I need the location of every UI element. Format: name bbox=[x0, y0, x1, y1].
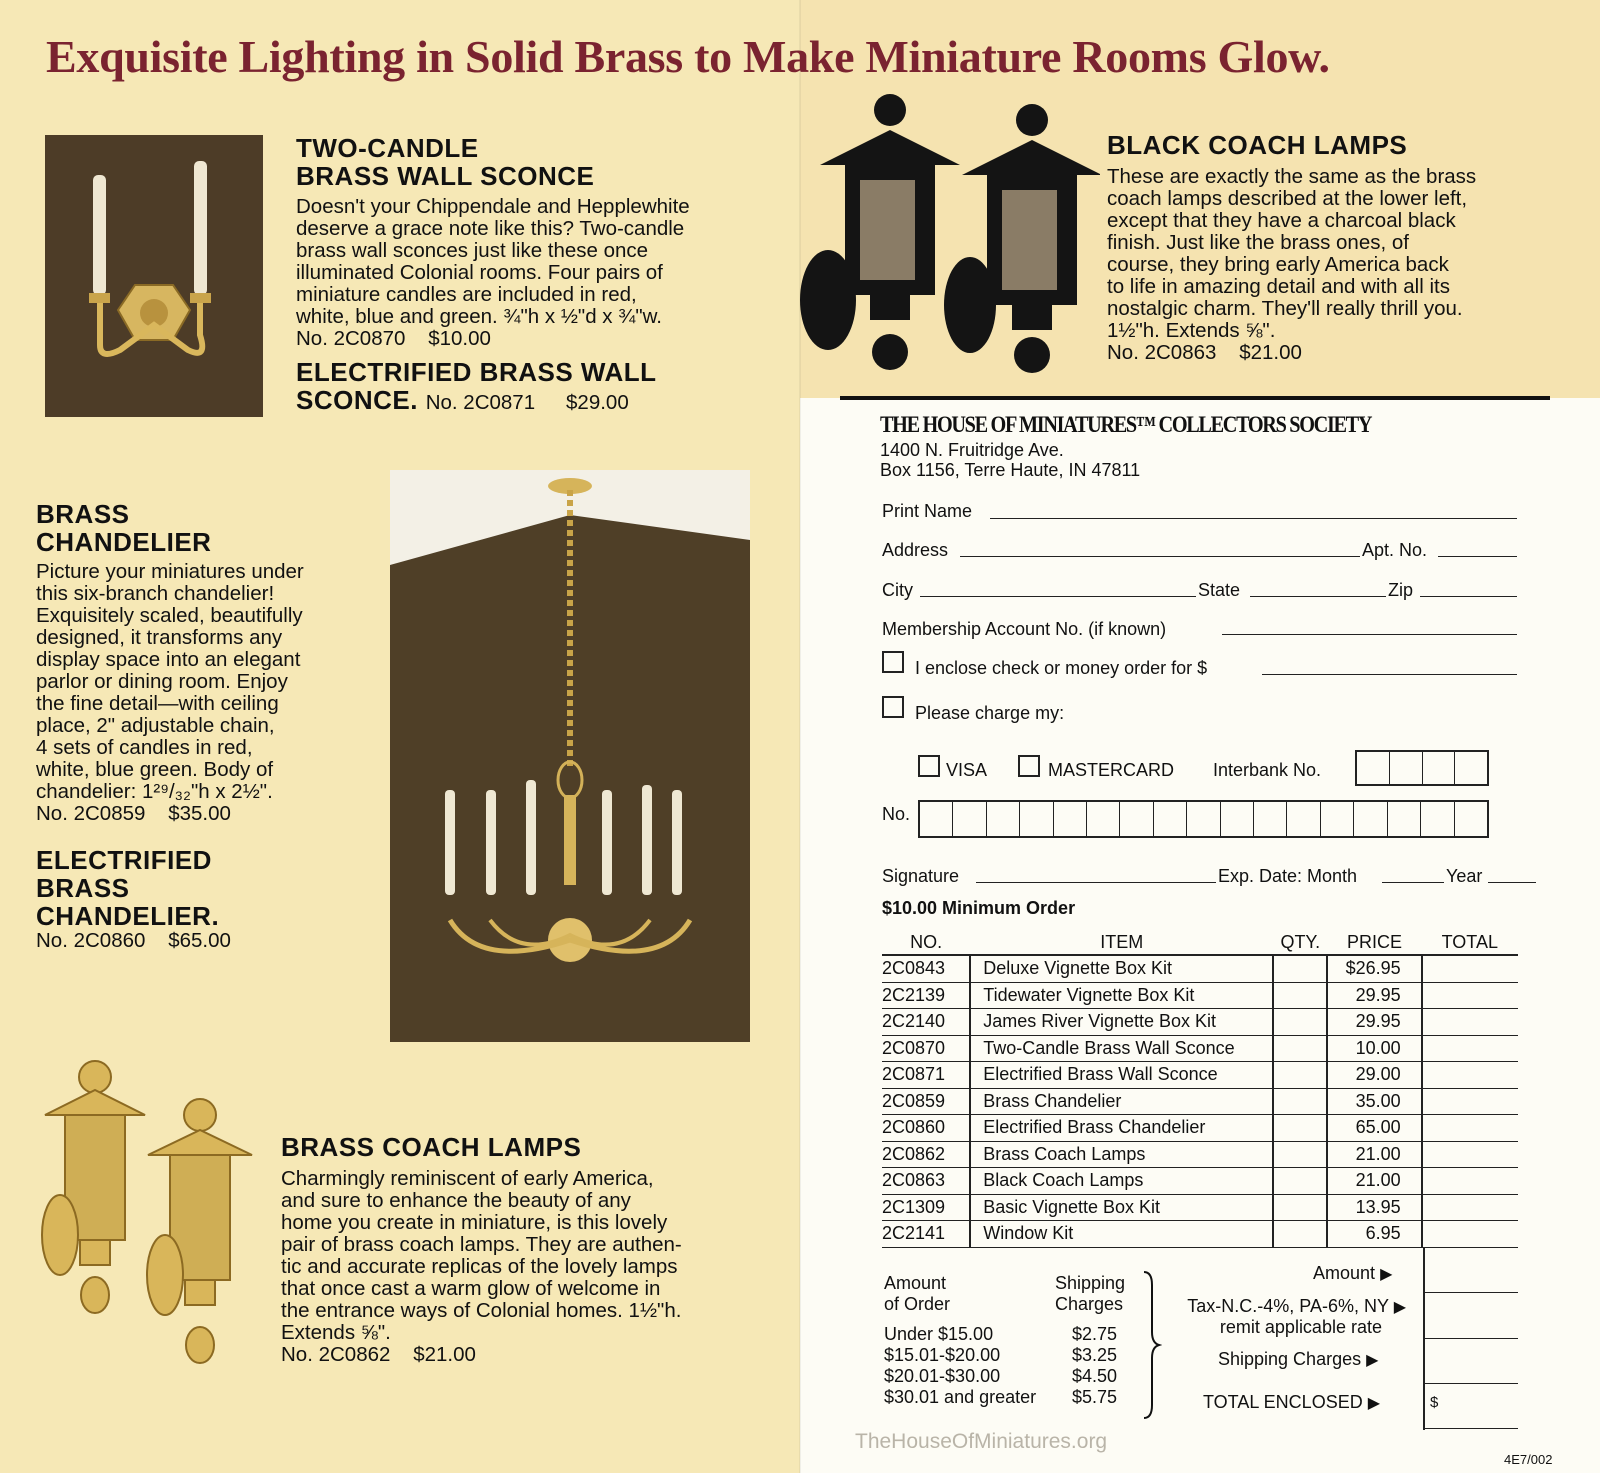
row-item: Basic Vignette Box Kit bbox=[970, 1194, 1273, 1221]
brass-coach-number: No. 2C0862 bbox=[281, 1343, 391, 1366]
shipping-total-field[interactable] bbox=[1425, 1383, 1518, 1384]
shipping-range: $30.01 and greater bbox=[884, 1387, 1037, 1407]
signature-field[interactable] bbox=[976, 882, 1216, 883]
shipping-amount-header-line: Amount bbox=[884, 1273, 947, 1293]
brass-coach-body-line: Charmingly reminiscent of early America, bbox=[281, 1167, 654, 1190]
shipping-amount-header bbox=[884, 1273, 950, 1315]
row-total[interactable] bbox=[1422, 1115, 1518, 1142]
sconce-body-line: brass wall sconces just like these once bbox=[296, 239, 649, 262]
row-price: 6.95 bbox=[1327, 1221, 1421, 1248]
brass-coach-lamps-photo bbox=[40, 1055, 270, 1375]
interbank-label: Interbank No. bbox=[1213, 760, 1322, 780]
row-item: Tidewater Vignette Box Kit bbox=[970, 982, 1273, 1009]
card-digit-box[interactable] bbox=[1020, 802, 1053, 836]
headline: Exquisite Lighting in Solid Brass to Make Miniature Rooms Glow. bbox=[46, 31, 1330, 82]
mastercard-checkbox[interactable] bbox=[1018, 755, 1040, 777]
row-number: 2C0859 bbox=[882, 1088, 970, 1115]
sconce-title bbox=[296, 134, 594, 190]
order-table bbox=[882, 930, 1518, 1248]
electrified-chandelier-title-line1: ELECTRIFIED bbox=[36, 845, 212, 875]
exp-year-field[interactable] bbox=[1488, 882, 1536, 883]
brass-coach-lamps-illustration bbox=[40, 1055, 270, 1375]
state-field[interactable] bbox=[1250, 596, 1386, 597]
order-table-header bbox=[882, 930, 1518, 955]
exp-month-label: Exp. Date: Month bbox=[1218, 866, 1358, 886]
card-number-label: No. bbox=[882, 804, 911, 824]
row-total[interactable] bbox=[1422, 982, 1518, 1009]
print-name-field[interactable] bbox=[990, 518, 1517, 519]
tax-label-line1: Tax-N.C.-4%, PA-6%, NY bbox=[1187, 1296, 1389, 1316]
table-row bbox=[882, 982, 1518, 1009]
membership-field[interactable] bbox=[1222, 634, 1517, 635]
row-total[interactable] bbox=[1422, 1062, 1518, 1089]
row-qty[interactable] bbox=[1273, 1168, 1327, 1195]
chandelier-body-line: the fine detail—with ceiling bbox=[36, 692, 279, 715]
membership-label: Membership Account No. (if known) bbox=[882, 619, 1167, 639]
electrified-chandelier-title bbox=[36, 846, 219, 930]
city-field[interactable] bbox=[920, 596, 1196, 597]
brass-coach-body-line: pair of brass coach lamps. They are authen- bbox=[281, 1233, 682, 1256]
card-digit-box[interactable] bbox=[1054, 802, 1087, 836]
row-total[interactable] bbox=[1422, 1221, 1518, 1248]
amount-label-text: Amount bbox=[1313, 1263, 1376, 1283]
electrified-sconce-number: No. 2C0871 bbox=[425, 391, 536, 414]
black-coach-title: BLACK COACH LAMPS bbox=[1107, 130, 1408, 160]
exp-month-field[interactable] bbox=[1382, 882, 1444, 883]
total-enclosed-label bbox=[1203, 1392, 1380, 1413]
arrow-right-icon: ▶ bbox=[1367, 1395, 1381, 1412]
card-digit-box[interactable] bbox=[1388, 802, 1421, 836]
card-digit-box[interactable] bbox=[987, 802, 1020, 836]
brass-coach-body-line: and sure to enhance the beauty of any bbox=[281, 1189, 631, 1212]
chandelier-title bbox=[36, 500, 211, 556]
brass-coach-body-line: tic and accurate replicas of the lovely lamps bbox=[281, 1255, 678, 1278]
chandelier-title-line1: BRASS bbox=[36, 499, 130, 529]
electrified-sconce-title bbox=[296, 358, 657, 414]
row-number: 2C0860 bbox=[882, 1115, 970, 1142]
card-digit-box[interactable] bbox=[1321, 802, 1354, 836]
chandelier-number: No. 2C0859 bbox=[36, 802, 146, 825]
zip-field[interactable] bbox=[1420, 596, 1517, 597]
state-label: State bbox=[1198, 580, 1241, 600]
address-field[interactable] bbox=[960, 556, 1360, 557]
electrified-chandelier-number: No. 2C0860 bbox=[36, 929, 146, 952]
row-number: 2C0863 bbox=[882, 1168, 970, 1195]
shipping-brace bbox=[1142, 1270, 1162, 1420]
row-qty[interactable] bbox=[1273, 1221, 1327, 1248]
shipping-charge: $5.75 bbox=[1072, 1387, 1118, 1407]
row-number: 2C0843 bbox=[882, 955, 970, 982]
row-total[interactable] bbox=[1422, 1035, 1518, 1062]
electrified-chandelier-title-line3: CHANDELIER. bbox=[36, 901, 220, 931]
row-number: 2C2139 bbox=[882, 982, 970, 1009]
row-item: Black Coach Lamps bbox=[970, 1168, 1273, 1195]
interbank-digit-box[interactable] bbox=[1423, 752, 1456, 784]
black-coach-body-line: course, they bring early America back bbox=[1107, 253, 1449, 276]
sconce-photo bbox=[45, 135, 263, 417]
row-price: 35.00 bbox=[1327, 1088, 1421, 1115]
interbank-digit-box[interactable] bbox=[1357, 752, 1390, 784]
brass-coach-title: BRASS COACH LAMPS bbox=[281, 1132, 582, 1162]
shipping-charge: $4.50 bbox=[1072, 1366, 1118, 1386]
black-coach-body-line: to life in amazing detail and with all its bbox=[1107, 275, 1450, 298]
shipping-charges-label bbox=[1218, 1349, 1378, 1370]
row-item: Window Kit bbox=[970, 1221, 1273, 1248]
tax-label-line2: remit applicable rate bbox=[1219, 1317, 1382, 1337]
row-qty[interactable] bbox=[1273, 1194, 1327, 1221]
black-coach-body-line: coach lamps described at the lower left, bbox=[1107, 187, 1468, 210]
brass-coach-price: $21.00 bbox=[413, 1343, 476, 1366]
row-item: James River Vignette Box Kit bbox=[970, 1009, 1273, 1036]
zip-label: Zip bbox=[1388, 580, 1414, 600]
arrow-right-icon: ▶ bbox=[1393, 1299, 1406, 1316]
table-row bbox=[882, 1221, 1518, 1248]
table-row bbox=[882, 1088, 1518, 1115]
tax-total-field[interactable] bbox=[1425, 1338, 1518, 1339]
card-digit-box[interactable] bbox=[1087, 802, 1120, 836]
sconce-number: No. 2C0870 bbox=[296, 327, 406, 350]
card-digit-box[interactable] bbox=[1354, 802, 1387, 836]
sconce-body-line: miniature candles are included in red, bbox=[296, 283, 637, 306]
row-qty[interactable] bbox=[1273, 982, 1327, 1009]
electrified-sconce-title-line2: SCONCE. bbox=[296, 385, 418, 415]
row-qty[interactable] bbox=[1273, 1088, 1327, 1115]
interbank-digit-box[interactable] bbox=[1390, 752, 1423, 784]
row-total[interactable] bbox=[1422, 1194, 1518, 1221]
card-digit-box[interactable] bbox=[953, 802, 986, 836]
table-row bbox=[882, 1035, 1518, 1062]
row-qty[interactable] bbox=[1273, 1141, 1327, 1168]
column-header: QTY. bbox=[1273, 930, 1327, 955]
shipping-ranges bbox=[884, 1324, 1036, 1408]
shipping-amount-header-line: of Order bbox=[884, 1294, 951, 1314]
black-coach-body-line: 1½"h. Extends ⅝". bbox=[1107, 319, 1276, 342]
table-row bbox=[882, 1168, 1518, 1195]
charge-label: Please charge my: bbox=[915, 703, 1065, 723]
total-enclosed-field[interactable] bbox=[1425, 1428, 1518, 1429]
electrified-chandelier-price: $65.00 bbox=[168, 929, 231, 952]
society-name: THE HOUSE OF MINIATURES™ COLLECTORS SOCIETY bbox=[880, 412, 1372, 437]
card-digit-box[interactable] bbox=[1187, 802, 1220, 836]
row-item: Electrified Brass Wall Sconce bbox=[970, 1062, 1273, 1089]
sconce-body-line: white, blue and green. ¾"h x ½"d x ¾"w. bbox=[296, 305, 662, 328]
table-row bbox=[882, 1062, 1518, 1089]
visa-checkbox[interactable] bbox=[918, 755, 940, 777]
card-digit-box[interactable] bbox=[920, 802, 953, 836]
society-address-line1: 1400 N. Fruitridge Ave. bbox=[880, 440, 1064, 460]
column-header: ITEM bbox=[970, 930, 1273, 955]
row-number: 2C2141 bbox=[882, 1221, 970, 1248]
sconce-price: $10.00 bbox=[428, 327, 491, 350]
enclose-amount-field[interactable] bbox=[1262, 674, 1517, 675]
exp-year-label: Year bbox=[1446, 866, 1483, 886]
visa-label: VISA bbox=[946, 760, 988, 780]
card-digit-box[interactable] bbox=[1421, 802, 1454, 836]
row-qty[interactable] bbox=[1273, 1009, 1327, 1036]
electrified-sconce-title-line1: ELECTRIFIED BRASS WALL bbox=[296, 357, 657, 387]
chandelier-body-line: display space into an elegant bbox=[36, 648, 301, 671]
table-row bbox=[882, 1141, 1518, 1168]
black-coach-body-line: nostalgic charm. They'll really thrill you. bbox=[1107, 297, 1463, 320]
electrified-chandelier-title-line2: BRASS bbox=[36, 873, 130, 903]
shipping-charges-header bbox=[1055, 1273, 1125, 1315]
tax-label bbox=[1167, 1296, 1406, 1338]
shipping-charges-header-line: Charges bbox=[1055, 1294, 1124, 1314]
apt-field[interactable] bbox=[1438, 556, 1517, 557]
sconce-illustration bbox=[45, 135, 263, 417]
row-total[interactable] bbox=[1422, 1141, 1518, 1168]
row-price: 13.95 bbox=[1327, 1194, 1421, 1221]
electrified-sconce-price: $29.00 bbox=[566, 391, 629, 414]
card-digit-box[interactable] bbox=[1455, 802, 1487, 836]
sconce-body-line: illuminated Colonial rooms. Four pairs of bbox=[296, 261, 663, 284]
row-price: 29.95 bbox=[1327, 1009, 1421, 1036]
row-price: 29.00 bbox=[1327, 1062, 1421, 1089]
totals-column-rule bbox=[1423, 1248, 1425, 1430]
sconce-description bbox=[296, 196, 690, 350]
row-price: 10.00 bbox=[1327, 1035, 1421, 1062]
apt-label: Apt. No. bbox=[1362, 540, 1428, 560]
chandelier-description bbox=[36, 561, 304, 825]
row-qty[interactable] bbox=[1273, 1062, 1327, 1089]
black-coach-price-line bbox=[1107, 342, 1476, 364]
shipping-charges-header-line: Shipping bbox=[1055, 1273, 1126, 1293]
sconce-title-line1: TWO-CANDLE bbox=[296, 133, 479, 163]
signature-label: Signature bbox=[882, 866, 960, 886]
enclose-label: I enclose check or money order for $ bbox=[915, 658, 1208, 678]
arrow-right-icon: ▶ bbox=[1366, 1352, 1379, 1369]
row-number: 2C0862 bbox=[882, 1141, 970, 1168]
shipping-charges-label-text: Shipping Charges bbox=[1218, 1349, 1362, 1369]
shipping-range: $20.01-$30.00 bbox=[884, 1366, 1001, 1386]
row-price: 21.00 bbox=[1327, 1168, 1421, 1195]
row-price: 65.00 bbox=[1327, 1115, 1421, 1142]
chandelier-body-line: designed, it transforms any bbox=[36, 626, 283, 649]
interbank-number-boxes[interactable] bbox=[1355, 750, 1489, 786]
row-item: Two-Candle Brass Wall Sconce bbox=[970, 1035, 1273, 1062]
card-number-boxes[interactable] bbox=[918, 800, 1489, 838]
print-name-label: Print Name bbox=[882, 501, 973, 521]
chandelier-title-line2: CHANDELIER bbox=[36, 527, 212, 557]
row-price: 21.00 bbox=[1327, 1141, 1421, 1168]
form-top-rule bbox=[840, 396, 1550, 400]
brass-coach-body-line: the entrance ways of Colonial homes. 1½"h. bbox=[281, 1299, 682, 1322]
chandelier-body-line: Picture your miniatures under bbox=[36, 560, 304, 583]
table-row bbox=[882, 1194, 1518, 1221]
total-enclosed-label-text: TOTAL ENCLOSED bbox=[1203, 1392, 1363, 1412]
brass-coach-body-line: home you create in miniature, is this lovely bbox=[281, 1211, 668, 1234]
row-item: Electrified Brass Chandelier bbox=[970, 1115, 1273, 1142]
chandelier-body-line: parlor or dining room. Enjoy bbox=[36, 670, 288, 693]
shipping-charge: $2.75 bbox=[1072, 1324, 1118, 1344]
column-header: NO. bbox=[882, 930, 970, 955]
shipping-charges bbox=[1072, 1324, 1117, 1408]
arrow-right-icon: ▶ bbox=[1380, 1266, 1393, 1283]
card-digit-box[interactable] bbox=[1287, 802, 1320, 836]
interbank-digit-box[interactable] bbox=[1455, 752, 1487, 784]
black-coach-number: No. 2C0863 bbox=[1107, 341, 1217, 364]
row-number: 2C0870 bbox=[882, 1035, 970, 1062]
row-qty[interactable] bbox=[1273, 1035, 1327, 1062]
row-qty[interactable] bbox=[1273, 955, 1327, 982]
table-row bbox=[882, 1115, 1518, 1142]
row-item: Brass Chandelier bbox=[970, 1088, 1273, 1115]
chandelier-body-line: 4 sets of candles in red, bbox=[36, 736, 253, 759]
row-number: 2C0871 bbox=[882, 1062, 970, 1089]
row-total[interactable] bbox=[1422, 955, 1518, 982]
card-digit-box[interactable] bbox=[1221, 802, 1254, 836]
row-item: Brass Coach Lamps bbox=[970, 1141, 1273, 1168]
chandelier-body-line: place, 2" adjustable chain, bbox=[36, 714, 275, 737]
watermark: TheHouseOfMiniatures.org bbox=[855, 1430, 1108, 1453]
brass-coach-description bbox=[281, 1168, 682, 1366]
column-header: TOTAL bbox=[1422, 930, 1518, 955]
address-label: Address bbox=[882, 540, 949, 560]
chandelier-body-line: white, blue green. Body of bbox=[36, 758, 274, 781]
row-number: 2C2140 bbox=[882, 1009, 970, 1036]
city-label: City bbox=[882, 580, 913, 600]
row-number: 2C1309 bbox=[882, 1194, 970, 1221]
row-item: Deluxe Vignette Box Kit bbox=[970, 955, 1273, 982]
chandelier-body-line: this six-branch chandelier! bbox=[36, 582, 275, 605]
chandelier-photo bbox=[390, 470, 750, 1042]
sconce-title-line2: BRASS WALL SCONCE bbox=[296, 161, 595, 191]
table-row bbox=[882, 1009, 1518, 1036]
amount-label bbox=[1313, 1263, 1392, 1284]
row-total[interactable] bbox=[1422, 1009, 1518, 1036]
sconce-price-line bbox=[296, 328, 690, 350]
column-header: PRICE bbox=[1327, 930, 1421, 955]
black-coach-body-line: These are exactly the same as the brass bbox=[1107, 165, 1477, 188]
total-dollar-sign: $ bbox=[1430, 1394, 1439, 1411]
table-row bbox=[882, 955, 1518, 982]
black-coach-description bbox=[1107, 166, 1476, 364]
shipping-range: Under $15.00 bbox=[884, 1324, 994, 1344]
black-coach-price: $21.00 bbox=[1239, 341, 1302, 364]
black-coach-body-line: finish. Just like the brass ones, of bbox=[1107, 231, 1409, 254]
black-coach-lamps-illustration bbox=[800, 90, 1100, 380]
brass-coach-price-line bbox=[281, 1344, 682, 1366]
row-total[interactable] bbox=[1422, 1088, 1518, 1115]
black-coach-lamps-photo bbox=[800, 90, 1100, 380]
electrified-sconce-line2 bbox=[296, 386, 657, 414]
mastercard-label: MASTERCARD bbox=[1048, 760, 1175, 780]
card-digit-box[interactable] bbox=[1154, 802, 1187, 836]
sconce-body-line: deserve a grace note like this? Two-candle bbox=[296, 217, 685, 240]
electrified-chandelier-price-line bbox=[36, 930, 231, 952]
shipping-charge: $3.25 bbox=[1072, 1345, 1118, 1365]
row-total[interactable] bbox=[1422, 1168, 1518, 1195]
chandelier-price: $35.00 bbox=[168, 802, 231, 825]
charge-checkbox[interactable] bbox=[882, 696, 904, 718]
chandelier-body-line: Exquisitely scaled, beautifully bbox=[36, 604, 303, 627]
card-digit-box[interactable] bbox=[1254, 802, 1287, 836]
black-coach-body-line: except that they have a charcoal black bbox=[1107, 209, 1456, 232]
amount-total-field[interactable] bbox=[1425, 1292, 1518, 1293]
catalog-code: 4E7/002 bbox=[1504, 1452, 1553, 1467]
sconce-body-line: Doesn't your Chippendale and Hepplewhite bbox=[296, 195, 690, 218]
row-price: 29.95 bbox=[1327, 982, 1421, 1009]
shipping-range: $15.01-$20.00 bbox=[884, 1345, 1001, 1365]
row-qty[interactable] bbox=[1273, 1115, 1327, 1142]
card-digit-box[interactable] bbox=[1120, 802, 1153, 836]
chandelier-price-line bbox=[36, 803, 304, 825]
row-price: $26.95 bbox=[1327, 955, 1421, 982]
enclose-checkbox[interactable] bbox=[882, 651, 904, 673]
brass-coach-body-line: that once cast a warm glow of welcome in bbox=[281, 1277, 661, 1300]
chandelier-illustration bbox=[390, 470, 750, 1042]
society-address-line2: Box 1156, Terre Haute, IN 47811 bbox=[880, 460, 1141, 480]
chandelier-body-line: chandelier: 1²⁹/₃₂"h x 2½". bbox=[36, 780, 273, 803]
minimum-order: $10.00 Minimum Order bbox=[882, 898, 1076, 918]
brass-coach-body-line: Extends ⅝". bbox=[281, 1321, 391, 1344]
